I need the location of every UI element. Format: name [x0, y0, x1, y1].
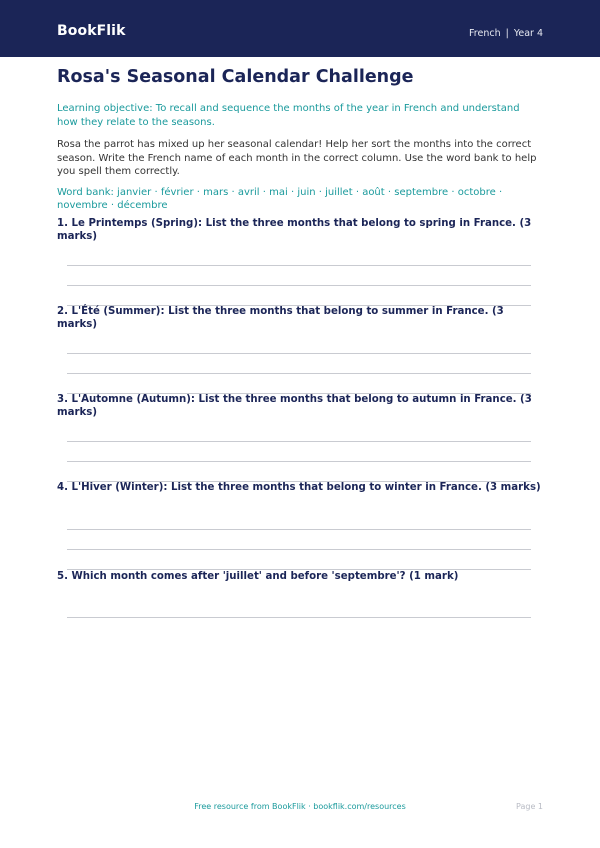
word-bank-word: février · [161, 187, 203, 198]
word-bank-label: Word bank: [57, 186, 114, 198]
word-bank-word: septembre · [394, 187, 457, 198]
page-number: Page 1 [516, 802, 543, 811]
footer-link[interactable]: Free resource from BookFlik · bookflik.com/resources [194, 802, 406, 811]
subject-year-label [469, 28, 543, 39]
question-3: 3. L'Automne (Autumn): List the three months that belong to autumn in France. (3 marks) [57, 394, 532, 418]
word-bank-word: janvier · [117, 187, 161, 198]
answer-line[interactable] [67, 285, 531, 286]
worksheet-intro [57, 66, 543, 213]
page-title: Rosa's Seasonal Calendar Challenge [57, 67, 414, 87]
word-bank-word: juillet · [325, 187, 362, 198]
year-label: Year 4 [513, 28, 543, 39]
word-bank-word: novembre · [57, 200, 117, 211]
word-bank-word: mars · [203, 187, 238, 198]
word-bank-word: octobre · [458, 187, 502, 198]
subject-label: French [469, 28, 501, 39]
answer-line[interactable] [67, 529, 531, 530]
answer-line[interactable] [67, 373, 531, 374]
question-2: 2. L'Été (Summer): List the three months that belong to summer in France. (3 marks) [57, 306, 504, 330]
question-4: 4. L'Hiver (Winter): List the three months that belong to winter in France. (3 marks) [57, 482, 541, 493]
footer-credit [0, 802, 600, 811]
answer-line[interactable] [67, 353, 531, 354]
word-bank-word: mai · [269, 187, 297, 198]
word-bank [57, 186, 543, 213]
separator: | [505, 28, 509, 39]
question-5: 5. Which month comes after 'juillet' and before 'septembre'? (1 mark) [57, 571, 459, 582]
question-1: 1. Le Printemps (Spring): List the three months that belong to spring in France. (3 marks) [57, 218, 532, 242]
instructions: Rosa the parrot has mixed up her seasonal calendar! Help her sort the months into the correct season. Write the French name of each month in the correct column. Use the word bank to help you spell them correctly. [57, 139, 537, 177]
word-bank-word: août · [362, 187, 394, 198]
brand-logo[interactable]: BookFlik [57, 23, 126, 39]
answer-line[interactable] [67, 617, 531, 618]
answer-line[interactable] [67, 461, 531, 462]
word-bank-word: avril · [238, 187, 269, 198]
word-bank-word: décembre [117, 200, 168, 211]
learning-objective: Learning objective: To recall and sequence the months of the year in French and understand how they relate to the seasons. [57, 103, 520, 128]
header-bar [0, 0, 600, 57]
answer-line[interactable] [67, 441, 531, 442]
answer-line[interactable] [67, 265, 531, 266]
answer-line[interactable] [67, 549, 531, 550]
word-bank-word: juin · [297, 187, 325, 198]
